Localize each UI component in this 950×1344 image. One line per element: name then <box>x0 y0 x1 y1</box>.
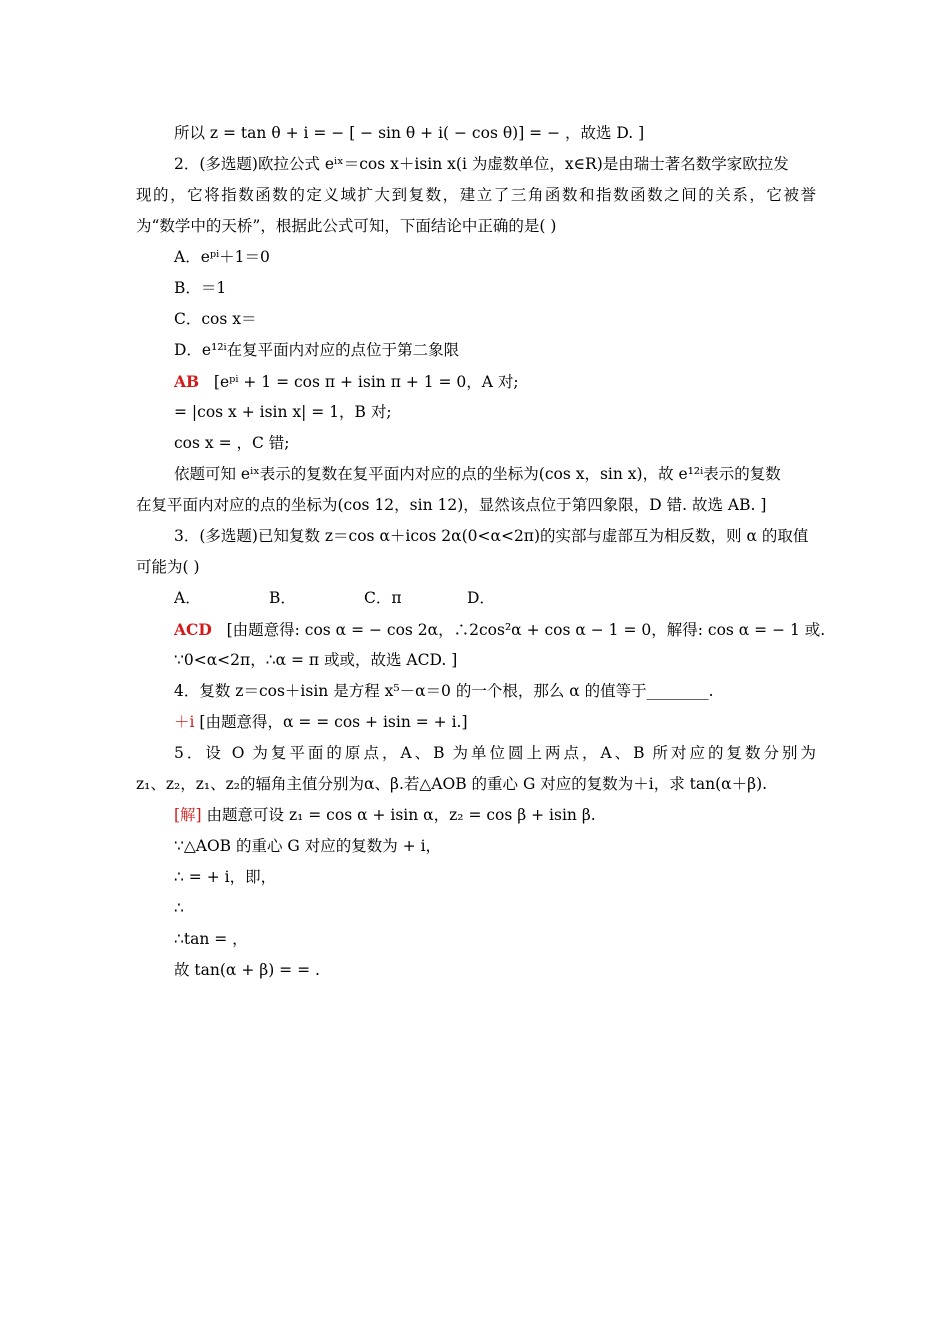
q5-solution-line1 <box>136 800 816 831</box>
q3-solution-text1: [由题意得: cos α = − cos 2α，∴2cos²α + cos α − 1 = 0，解得: cos α = − 1 或. <box>226 621 826 639</box>
q2-solution-line4: 依题可知 eⁱˣ表示的复数在复平面内对应的点的坐标为(cos x，sin x)，故 e¹²ⁱ表示的复数 <box>174 465 781 483</box>
q2-option-d: D．e¹²ⁱ在复平面内对应的点位于第二象限 <box>174 341 460 359</box>
q5-stem-line2: z₁、z₂，z₁、z₂的辐角主值分别为α、β.若△AOB 的重心 G 对应的复数为＋i，求 tan(α＋β). <box>136 775 768 793</box>
q5-solution-line3: ∴ = + i，即， <box>174 868 277 886</box>
q2-solution-line2: = |cos x + isin x| = 1，B 对; <box>174 403 392 421</box>
q2-solution-line5: 在复平面内对应的点的坐标为(cos 12，sin 12)，显然该点位于第四象限，D 错. 故选 AB. ] <box>136 496 767 514</box>
q2-option-a: A．eᵖⁱ＋1＝0 <box>174 248 270 266</box>
q2-solution-line3: cos x = ，C 错; <box>174 434 290 452</box>
q3-option-b: B． <box>269 589 296 607</box>
q1-conclusion: 所以 z = tan θ + i = − [ − sin θ + i( − cos θ)] = − ，故选 D. ] <box>174 124 645 142</box>
q5-solution-line4: ∴ <box>174 899 184 917</box>
q5-solution-label: [解] <box>174 806 202 824</box>
q3-solution-line2: ∵0<α<2π，∴α = π 或或，故选 ACD. ] <box>174 651 458 669</box>
q3-option-c: C．π <box>364 589 402 607</box>
q4-stem: 4．复数 z＝cos＋isin 是方程 x⁵－α＝0 的一个根，那么 α 的值等于________. <box>174 682 714 700</box>
q5-solution-line6: 故 tan(α + β) = = . <box>174 961 320 979</box>
q5-stem-line1: 5．设 O 为复平面的原点，A、B 为单位圆上两点，A、B 所对应的复数分别为 <box>174 744 816 762</box>
q3-answer: ACD <box>174 620 212 639</box>
q5-solution-text1: 由题意可设 z₁ = cos α + isin α，z₂ = cos β + isin β. <box>201 806 596 824</box>
q2-answer: AB <box>174 372 200 391</box>
document-body <box>136 118 826 986</box>
q2-stem-line3: 为“数学中的天桥”，根据此公式可知，下面结论中正确的是( ) <box>136 217 557 235</box>
q5-solution-line2: ∵△AOB 的重心 G 对应的复数为 + i， <box>174 837 442 855</box>
q3-solution-line1 <box>136 614 826 645</box>
q2-stem-line1: 2．(多选题)欧拉公式 eⁱˣ＝cos x＋isin x(i 为虚数单位，x∈R)是由瑞士著名数学家欧拉发 <box>174 155 789 173</box>
q2-option-c: C．cos x＝ <box>174 310 257 328</box>
q3-stem-line2: 可能为( ) <box>136 558 200 576</box>
q5-solution-line5: ∴tan = ， <box>174 930 248 948</box>
q3-option-d: D． <box>467 589 495 607</box>
q2-option-b: B．＝1 <box>174 279 227 297</box>
q3-options <box>136 583 816 614</box>
q4-answer: ＋i <box>174 713 195 731</box>
q2-solution-line1 <box>136 366 816 397</box>
q3-stem-line1: 3．(多选题)已知复数 z＝cos α＋icos 2α(0<α<2π)的实部与虚部互为相反数，则 α 的取值 <box>174 527 809 545</box>
q4-solution-text: [由题意得，α = = cos + isin = + i.] <box>194 713 468 731</box>
q3-option-a: A． <box>174 589 201 607</box>
q2-stem-line2: 现的，它将指数函数的定义域扩大到复数，建立了三角函数和指数函数之间的关系，它被誉 <box>136 186 816 204</box>
q2-solution-text1: [eᵖⁱ + 1 = cos π + isin π + 1 = 0，A 对; <box>213 373 519 391</box>
q4-solution <box>136 707 816 738</box>
